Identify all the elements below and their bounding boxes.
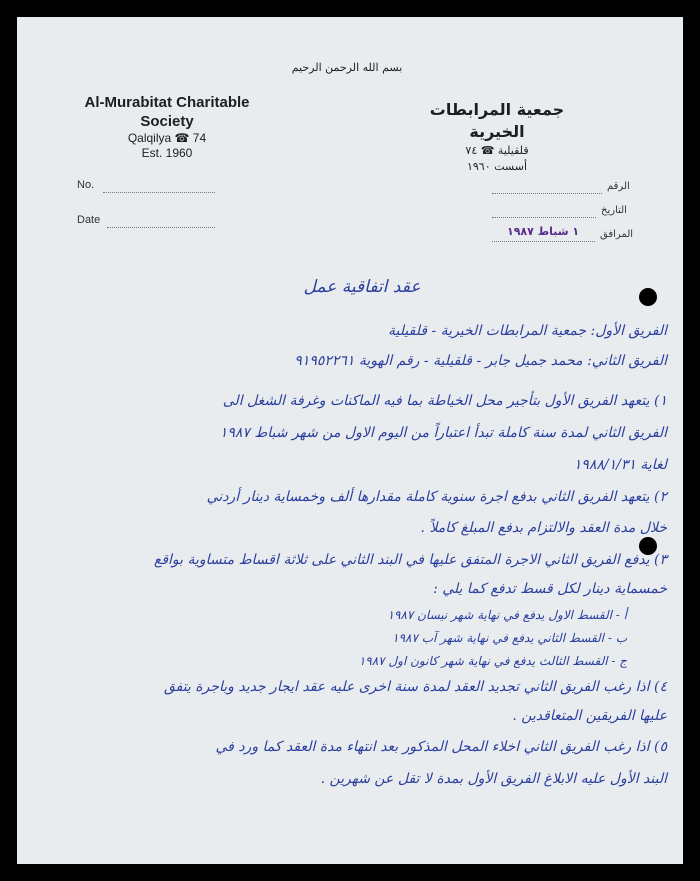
clause-4-line-1: ٤) اذا رغب الفريق الثاني تجديد العقد لمدة سنة اخرى عليه عقد ايجار جديد وباجرة يتفق xyxy=(163,679,667,695)
clause-3-line-1: ٣) يدفع الفريق الثاني الاجرة المتفق عليها في البند الثاني على ثلاثة اقساط متساوية بواقع xyxy=(153,552,667,568)
no-label: No. xyxy=(77,179,95,191)
ar-number-line xyxy=(492,193,602,194)
established-en: Est. 1960 xyxy=(141,146,193,160)
basmala: بسم الله الرحمن الرحيم xyxy=(291,61,403,74)
ar-attach-label: المرافق xyxy=(600,229,634,240)
party-one-line: الفريق الأول: جمعية المرابطات الخيرية - قلقيلية xyxy=(388,323,667,339)
date-label: Date xyxy=(77,214,101,226)
installment-1: أ - القسط الاول يدفع في نهاية شهر نيسان ١٩٨٧ xyxy=(387,608,627,622)
letter-page xyxy=(17,17,683,864)
society-name-en-2: Society xyxy=(140,113,194,130)
english-letterhead xyxy=(62,93,272,161)
date-stamp: ١ شباط ١٩٨٧ xyxy=(507,225,580,238)
phone-ar: قلقيلية ☎ ٧٤ xyxy=(465,144,529,157)
ar-number-label: الرقم xyxy=(607,181,630,192)
society-name-ar: جمعية المرابطات الخيرية xyxy=(429,100,565,141)
clause-2-line-1: ٢) يتعهد الفريق الثاني بدفع اجرة سنوية كاملة مقدارها ألف وخمساية دينار أردني xyxy=(206,489,667,505)
clause-1-line-1: ١) يتعهد الفريق الأول بتأجير محل الخياطة بما فيه الماكنات وغرفة الشغل الى xyxy=(222,393,667,409)
date-line xyxy=(107,227,215,228)
clause-3-line-2: خمسماية دينار لكل قسط تدفع كما يلي : xyxy=(433,581,667,597)
clause-1-line-3: لغاية ١٩٨٨/١/٣١ xyxy=(573,457,667,473)
clause-5-line-2: البند الأول عليه الابلاغ الفريق الأول بمدة لا تقل عن شهرين . xyxy=(320,771,667,787)
contract-title: عقد اتفاقية عمل xyxy=(303,277,421,297)
no-line xyxy=(103,192,215,193)
clause-2-line-2: خلال مدة العقد والالتزام بدفع المبلغ كاملاً . xyxy=(420,520,667,536)
clause-4-line-2: عليها الفريقين المتعاقدين . xyxy=(512,708,667,724)
ar-attach-line xyxy=(492,241,595,242)
arabic-letterhead xyxy=(417,99,577,175)
clause-1-line-2: الفريق الثاني لمدة سنة كاملة تبدأ اعتباراً من اليوم الاول من شهر شباط ١٩٨٧ xyxy=(219,425,667,441)
installment-3: ج - القسط الثالث يدفع في نهاية شهر كانون اول ١٩٨٧ xyxy=(358,654,627,668)
installment-2: ب - القسط الثاني يدفع في نهاية شهر آب ١٩٨٧ xyxy=(392,631,627,645)
ar-date-line xyxy=(492,217,596,218)
party-two-line: الفريق الثاني: محمد جميل جابر - قلقيلية - رقم الهوية ٩١٩٥٢٢٦١ xyxy=(294,353,667,369)
clause-5-line-1: ٥) اذا رغب الفريق الثاني اخلاء المحل المذكور بعد انتهاء مدة العقد كما ورد في xyxy=(215,739,667,755)
ar-date-label: التاريخ xyxy=(601,205,627,216)
established-ar: أسست ١٩٦٠ xyxy=(466,160,528,173)
phone-en: Qalqilya ☎ 74 xyxy=(127,131,207,145)
society-name-en-1: Al-Murabitat Charitable xyxy=(84,94,250,111)
